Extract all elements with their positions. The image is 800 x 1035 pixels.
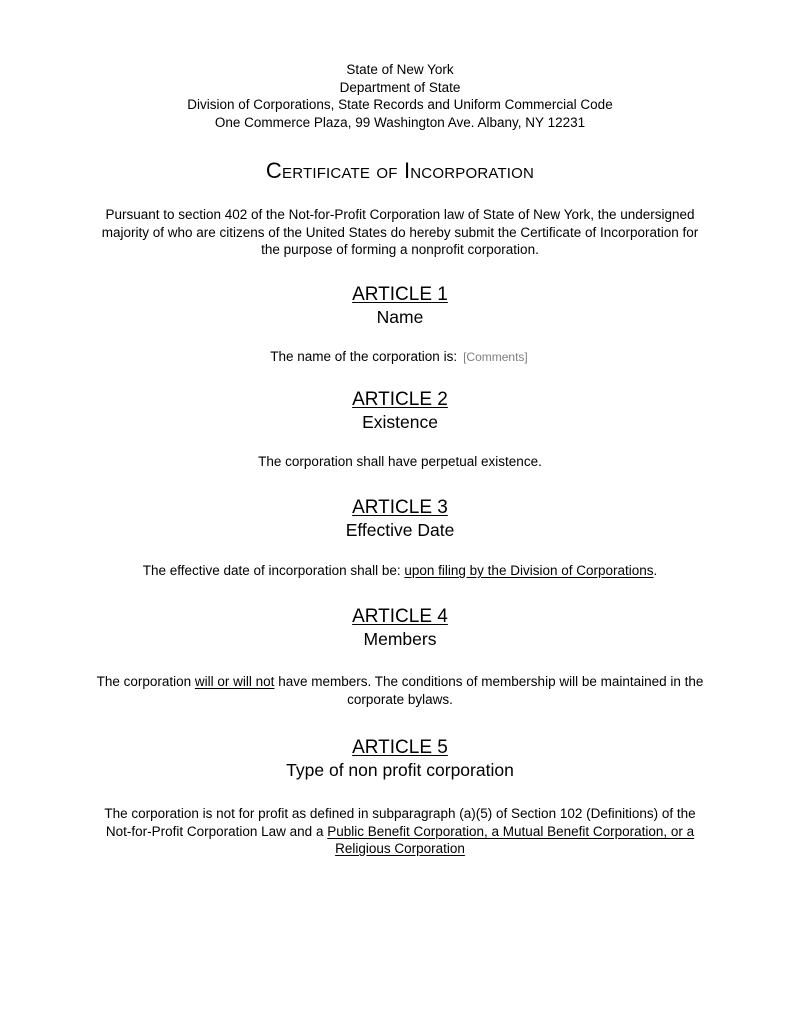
article-4-body bbox=[96, 673, 704, 708]
article-5-subheading: Type of non profit corporation bbox=[286, 760, 514, 780]
article-3 bbox=[0, 496, 800, 541]
article-2-body: The corporation shall have perpetual existence. bbox=[258, 454, 542, 469]
membership-option: will or will not bbox=[194, 674, 275, 689]
article-1-text: The name of the corporation is: bbox=[270, 349, 458, 364]
article-1-subheading: Name bbox=[376, 307, 424, 327]
intro-paragraph: Pursuant to section 402 of the Not-for-Profit Corporation law of State of New York, the undersigned majority of who are citizens of the United States do hereby submit the Certificate of Incorporation for the purpose of forming a nonprofit corporation. bbox=[101, 207, 699, 257]
article-3-heading: ARTICLE 3 bbox=[352, 497, 448, 518]
header-division: Division of Corporations, State Records and Uniform Commercial Code bbox=[187, 97, 613, 112]
header-department: Department of State bbox=[339, 79, 461, 95]
article-3-subheading: Effective Date bbox=[345, 520, 455, 540]
header-state: State of New York bbox=[346, 62, 454, 77]
article-4-heading: ARTICLE 4 bbox=[352, 606, 448, 627]
article-1-body bbox=[96, 348, 704, 367]
article-4-text: The corporation bbox=[96, 674, 195, 689]
article-1 bbox=[0, 283, 800, 328]
article-5-body bbox=[96, 805, 704, 858]
article-3-body bbox=[96, 562, 704, 580]
article-1-heading: ARTICLE 1 bbox=[352, 284, 448, 305]
article-2-heading: ARTICLE 2 bbox=[352, 389, 448, 410]
article-4-subheading: Members bbox=[363, 629, 437, 649]
article-5 bbox=[0, 736, 800, 781]
article-3-text: The effective date of incorporation shall be: bbox=[142, 563, 405, 578]
article-5-text: The corporation is not for profit as defined in subparagraph (a)(5) of Section 102 (Definitions) of the Not-for-Profit Corporation Law and a bbox=[104, 806, 696, 839]
agency-header bbox=[0, 61, 800, 131]
document-title: Certificate of Incorporation bbox=[265, 158, 535, 183]
article-3-suffix: . bbox=[653, 563, 658, 578]
effective-date-value: upon filing by the Division of Corporations bbox=[404, 563, 654, 578]
article-4-suffix: have members. The conditions of membership will be maintained in the corporate bylaws. bbox=[274, 674, 704, 707]
corporation-name-field[interactable]: [Comments] bbox=[463, 350, 528, 364]
article-2 bbox=[0, 388, 800, 433]
article-4 bbox=[0, 605, 800, 650]
corporation-type-options: Public Benefit Corporation, a Mutual Benefit Corporation, or a Religious Corporation bbox=[327, 823, 695, 856]
article-5-heading: ARTICLE 5 bbox=[352, 737, 448, 758]
article-2-subheading: Existence bbox=[362, 412, 438, 432]
header-address: One Commerce Plaza, 99 Washington Ave. Albany, NY 12231 bbox=[214, 114, 586, 130]
